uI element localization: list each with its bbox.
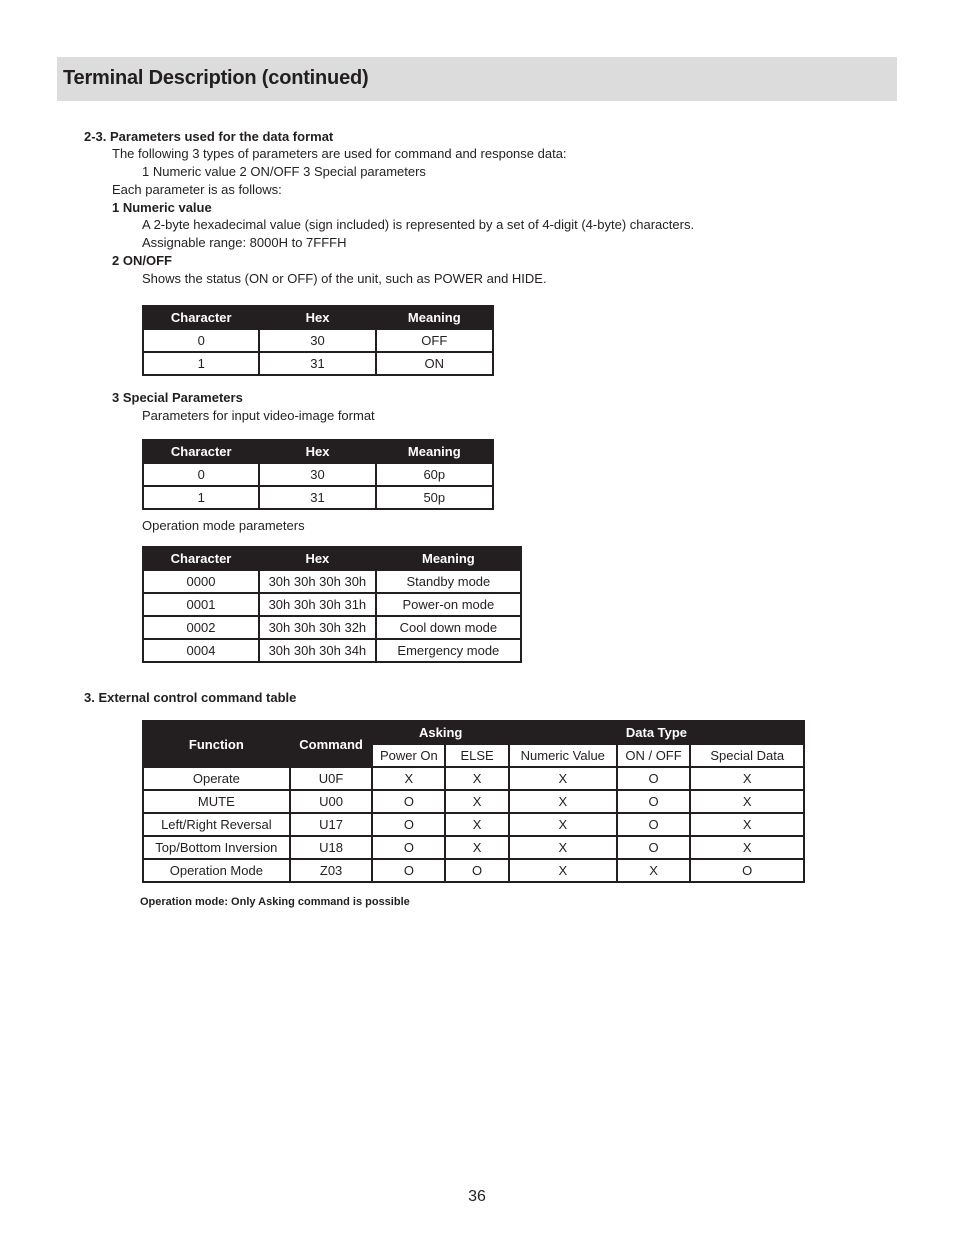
page-title: Terminal Description (continued) [63,67,369,89]
table-cell: 0 [143,329,259,352]
section-23-heading: 2-3. Parameters used for the data format [84,129,334,144]
onoff-description: Shows the status (ON or OFF) of the unit, such as POWER and HIDE. [142,271,547,286]
table-header: Meaning [376,306,493,329]
table-cell: X [445,767,509,790]
table-cell: X [509,767,617,790]
subheader-else: ELSE [445,744,509,767]
table-row [143,813,804,836]
table-cell: X [690,767,804,790]
table-cell: U00 [290,790,373,813]
table-cell: 30h 30h 30h 31h [259,593,376,616]
table-cell: 0001 [143,593,259,616]
table-row [143,639,521,662]
table-cell: X [690,813,804,836]
table-cell: 30 [259,329,375,352]
table-cell: O [372,790,445,813]
table-row [143,790,804,813]
table-cell: ON [376,352,493,375]
table-cell: 60p [376,463,493,486]
table-cell: X [445,836,509,859]
table-row [143,767,804,790]
table-header: Hex [259,440,375,463]
table-cell: U0F [290,767,373,790]
table-cell: O [617,836,691,859]
table-row [143,836,804,859]
table-cell: 1 [143,486,259,509]
numeric-value-range: Assignable range: 8000H to 7FFFH [142,235,347,250]
table-cell: X [690,790,804,813]
title-banner [57,57,897,101]
table-cell: 0 [143,463,259,486]
numeric-value-description: A 2-byte hexadecimal value (sign included) is represented by a set of 4-digit (4-byte) characters. [142,217,695,232]
operation-mode-note: Operation mode: Only Asking command is possible [140,896,410,908]
table-cell: Top/Bottom Inversion [143,836,290,859]
table-row [143,463,493,486]
section-3-heading: 3. External control command table [84,690,297,705]
table-cell: O [372,813,445,836]
table-cell: X [445,813,509,836]
special-parameters-heading: 3 Special Parameters [112,390,243,405]
table-cell: O [372,836,445,859]
page-number: 36 [468,1188,486,1205]
table-cell: OFF [376,329,493,352]
table-cell: Operation Mode [143,859,290,882]
table-cell: 30h 30h 30h 32h [259,616,376,639]
table-cell: 31 [259,486,375,509]
subheader-on-off: ON / OFF [617,744,691,767]
onoff-heading: 2 ON/OFF [112,253,172,268]
table-cell: X [690,836,804,859]
table-cell: X [445,790,509,813]
input-format-table [142,439,494,510]
table-cell: 0002 [143,616,259,639]
table-cell: Emergency mode [376,639,521,662]
operation-mode-table [142,546,522,663]
table-cell: O [617,767,691,790]
table-cell: Power-on mode [376,593,521,616]
table-header: Character [143,440,259,463]
table-header: Hex [259,547,376,570]
table-cell: 0004 [143,639,259,662]
table-cell: Standby mode [376,570,521,593]
table-cell: O [617,813,691,836]
subheader-special-data: Special Data [690,744,804,767]
table-cell: MUTE [143,790,290,813]
table-row [143,859,804,882]
table-header: Meaning [376,547,521,570]
table-cell: 1 [143,352,259,375]
numeric-value-heading: 1 Numeric value [112,200,212,215]
table-cell: U17 [290,813,373,836]
each-parameter-text: Each parameter is as follows: [112,182,282,197]
table-cell: X [372,767,445,790]
table-cell: Left/Right Reversal [143,813,290,836]
function-header: Function [143,721,290,767]
subheader-power-on: Power On [372,744,445,767]
table-cell: X [509,790,617,813]
table-cell: X [617,859,691,882]
table-row [143,616,521,639]
table-cell: 31 [259,352,375,375]
table-cell: U18 [290,836,373,859]
table-row [143,486,493,509]
table-cell: Z03 [290,859,373,882]
data-type-header: Data Type [509,721,804,744]
table-cell: O [445,859,509,882]
special-parameters-description: Parameters for input video-image format [142,408,375,423]
table-cell: O [690,859,804,882]
table-header: Meaning [376,440,493,463]
table-cell: 50p [376,486,493,509]
table-row [143,352,493,375]
table-row [143,329,493,352]
asking-header: Asking [372,721,508,744]
table-cell: 30 [259,463,375,486]
table-header: Hex [259,306,375,329]
table-cell: Cool down mode [376,616,521,639]
table-cell: O [372,859,445,882]
table-cell: X [509,836,617,859]
param-types-line: 1 Numeric value 2 ON/OFF 3 Special parameters [142,164,426,179]
table-cell: X [509,859,617,882]
table-cell: 0000 [143,570,259,593]
subheader-numeric-value: Numeric Value [509,744,617,767]
table-row [143,593,521,616]
table-cell: 30h 30h 30h 34h [259,639,376,662]
onoff-table [142,305,494,376]
table-cell: Operate [143,767,290,790]
table-header: Character [143,306,259,329]
operation-mode-parameters-text: Operation mode parameters [142,518,305,533]
table-cell: O [617,790,691,813]
table-cell: X [509,813,617,836]
table-row [143,570,521,593]
table-header: Character [143,547,259,570]
command-table [142,720,805,883]
command-header: Command [290,721,373,767]
table-cell: 30h 30h 30h 30h [259,570,376,593]
section-23-intro: The following 3 types of parameters are used for command and response data: [112,146,567,161]
